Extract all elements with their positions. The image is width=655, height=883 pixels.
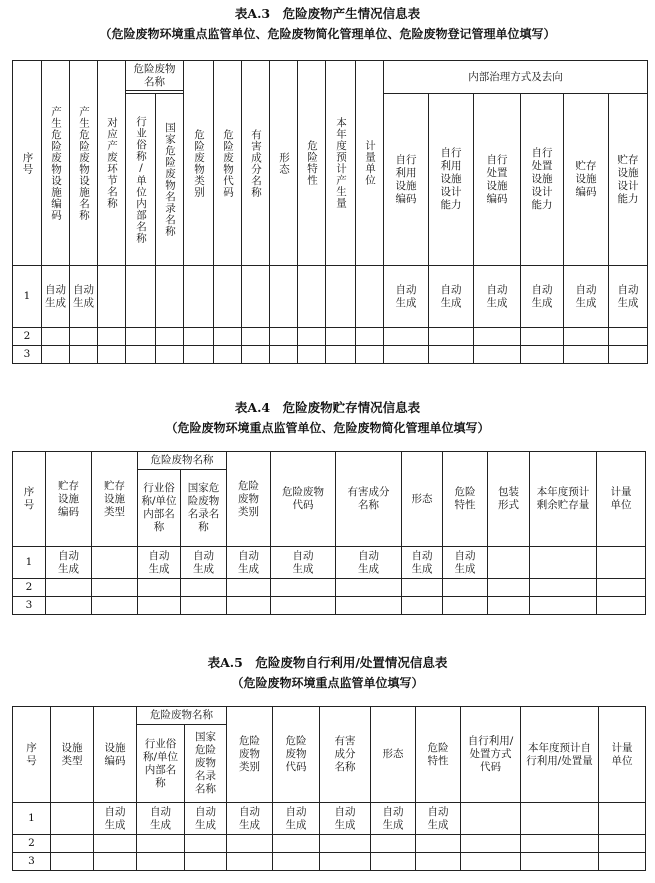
row-seq: 3 (13, 597, 46, 615)
auto-cell: 自动生成 (271, 547, 336, 579)
auto-cell: 自动生成 (137, 803, 185, 835)
header-unit: 计量单位 (597, 452, 646, 547)
table-a4-title: 表A.4 危险废物贮存情况信息表 (234, 400, 421, 415)
table-row (13, 853, 646, 871)
header-unit: 计量单位 (599, 707, 646, 803)
header-code: 危险废物代码 (214, 61, 242, 266)
auto-cell: 自动生成 (402, 547, 443, 579)
auto-cell: 自动生成 (42, 266, 70, 328)
table-a3-title: 表A.3 危险废物产生情况信息表 (234, 6, 421, 21)
header-category: 危险废物类别 (227, 452, 271, 547)
header-facility-code: 产生危险废物设施编码 (42, 61, 70, 266)
header-harmful: 有害成分名称 (336, 452, 402, 547)
header-storage-code: 贮存设施编码 (564, 94, 609, 266)
table-a3 (12, 60, 648, 364)
header-waste-name-group: 危险废物名称 (137, 707, 227, 725)
auto-cell: 自动生成 (138, 547, 181, 579)
auto-cell: 自动生成 (185, 803, 227, 835)
auto-cell: 自动生成 (273, 803, 320, 835)
header-waste-name-group: 危险废物名称 (138, 452, 227, 470)
header-form: 形态 (402, 452, 443, 547)
header-code: 危险废物代码 (271, 452, 336, 547)
table-a5 (12, 706, 646, 871)
auto-cell: 自动生成 (443, 547, 488, 579)
auto-cell: 自动生成 (521, 266, 564, 328)
table-a4-subtitle: （危险废物环境重点监管单位、危险废物简化管理单位填写） (165, 421, 490, 435)
auto-cell: 自动生成 (227, 803, 273, 835)
row-seq: 1 (13, 547, 46, 579)
header-self-dispose-cap: 自行处置设施设计能力 (521, 94, 564, 266)
table-row (13, 803, 646, 835)
header-self-use-code: 自行利用设施编码 (384, 94, 429, 266)
header-code: 危险废物代码 (273, 707, 320, 803)
header-harmful: 有害成分名称 (242, 61, 270, 266)
header-annual: 本年度预计产生量 (326, 61, 356, 266)
auto-cell: 自动生成 (474, 266, 521, 328)
header-remaining: 本年度预计剩余贮存量 (530, 452, 597, 547)
table-a4 (12, 451, 646, 615)
row-seq: 2 (13, 579, 46, 597)
header-unit: 计量单位 (356, 61, 384, 266)
table-row (13, 328, 648, 346)
table-a3-subtitle: （危险废物环境重点监管单位、危险废物简化管理单位、危险废物登记管理单位填写） (99, 27, 556, 41)
table-row (13, 579, 646, 597)
header-internal-group: 内部治理方式及去向 (384, 61, 648, 94)
row-seq: 1 (13, 803, 51, 835)
header-category: 危险废物类别 (227, 707, 273, 803)
header-national-name: 国家危险废物名录名称 (185, 725, 227, 803)
header-form: 形态 (270, 61, 298, 266)
header-facility-name: 产生危险废物设施名称 (70, 61, 98, 266)
table-row (13, 835, 646, 853)
header-national-name: 国家危险废物名录名称 (181, 470, 227, 547)
auto-cell: 自动生成 (181, 547, 227, 579)
header-national-name: 国家危险废物名录名称 (156, 94, 184, 266)
header-seq: 序号 (13, 452, 46, 547)
auto-cell: 自动生成 (336, 547, 402, 579)
table-row (13, 597, 646, 615)
header-property: 危险特性 (416, 707, 461, 803)
header-harmful: 有害成分名称 (320, 707, 371, 803)
auto-cell: 自动生成 (46, 547, 92, 579)
header-storage-cap: 贮存设施设计能力 (609, 94, 648, 266)
header-industry-name: 行业俗称/单位内部名称 (137, 725, 185, 803)
auto-cell: 自动生成 (70, 266, 98, 328)
auto-cell: 自动生成 (416, 803, 461, 835)
table-row (13, 547, 646, 579)
auto-cell: 自动生成 (384, 266, 429, 328)
table-a5-subtitle: （危险废物环境重点监管单位填写） (231, 676, 424, 690)
row-seq: 1 (13, 266, 42, 328)
table-row (13, 346, 648, 364)
table-row (13, 266, 648, 328)
header-self-dispose-code: 自行处置设施编码 (474, 94, 521, 266)
row-seq: 2 (13, 328, 42, 346)
row-seq: 3 (13, 853, 51, 871)
header-self-use-cap: 自行利用设施设计能力 (429, 94, 474, 266)
header-annual: 本年度预计自行利用/处置量 (521, 707, 599, 803)
header-property: 危险特性 (298, 61, 326, 266)
header-facility-code: 设施编码 (94, 707, 137, 803)
auto-cell: 自动生成 (227, 547, 271, 579)
row-seq: 2 (13, 835, 51, 853)
auto-cell: 自动生成 (371, 803, 416, 835)
auto-cell: 自动生成 (564, 266, 609, 328)
header-industry-name: 行业俗称/单位内部名称 (138, 470, 181, 547)
header-storage-type: 贮存设施类型 (92, 452, 138, 547)
header-industry-name: 行业俗称/单位内部名称 (126, 94, 156, 266)
auto-cell: 自动生成 (94, 803, 137, 835)
header-form: 形态 (371, 707, 416, 803)
header-process: 对应产废环节名称 (98, 61, 126, 266)
table-a5-title: 表A.5 危险废物自行利用/处置情况信息表 (207, 655, 448, 670)
header-method-code: 自行利用/处置方式代码 (461, 707, 521, 803)
auto-cell: 自动生成 (609, 266, 648, 328)
row-seq: 3 (13, 346, 42, 364)
header-facility-type: 设施类型 (51, 707, 94, 803)
header-category: 危险废物类别 (184, 61, 214, 266)
header-seq: 序号 (13, 707, 51, 803)
header-property: 危险特性 (443, 452, 488, 547)
header-waste-name-group: 危险废物名称 (126, 61, 184, 91)
auto-cell: 自动生成 (429, 266, 474, 328)
header-packaging: 包装形式 (488, 452, 530, 547)
header-storage-code: 贮存设施编码 (46, 452, 92, 547)
header-seq: 序号 (13, 61, 42, 266)
auto-cell: 自动生成 (320, 803, 371, 835)
